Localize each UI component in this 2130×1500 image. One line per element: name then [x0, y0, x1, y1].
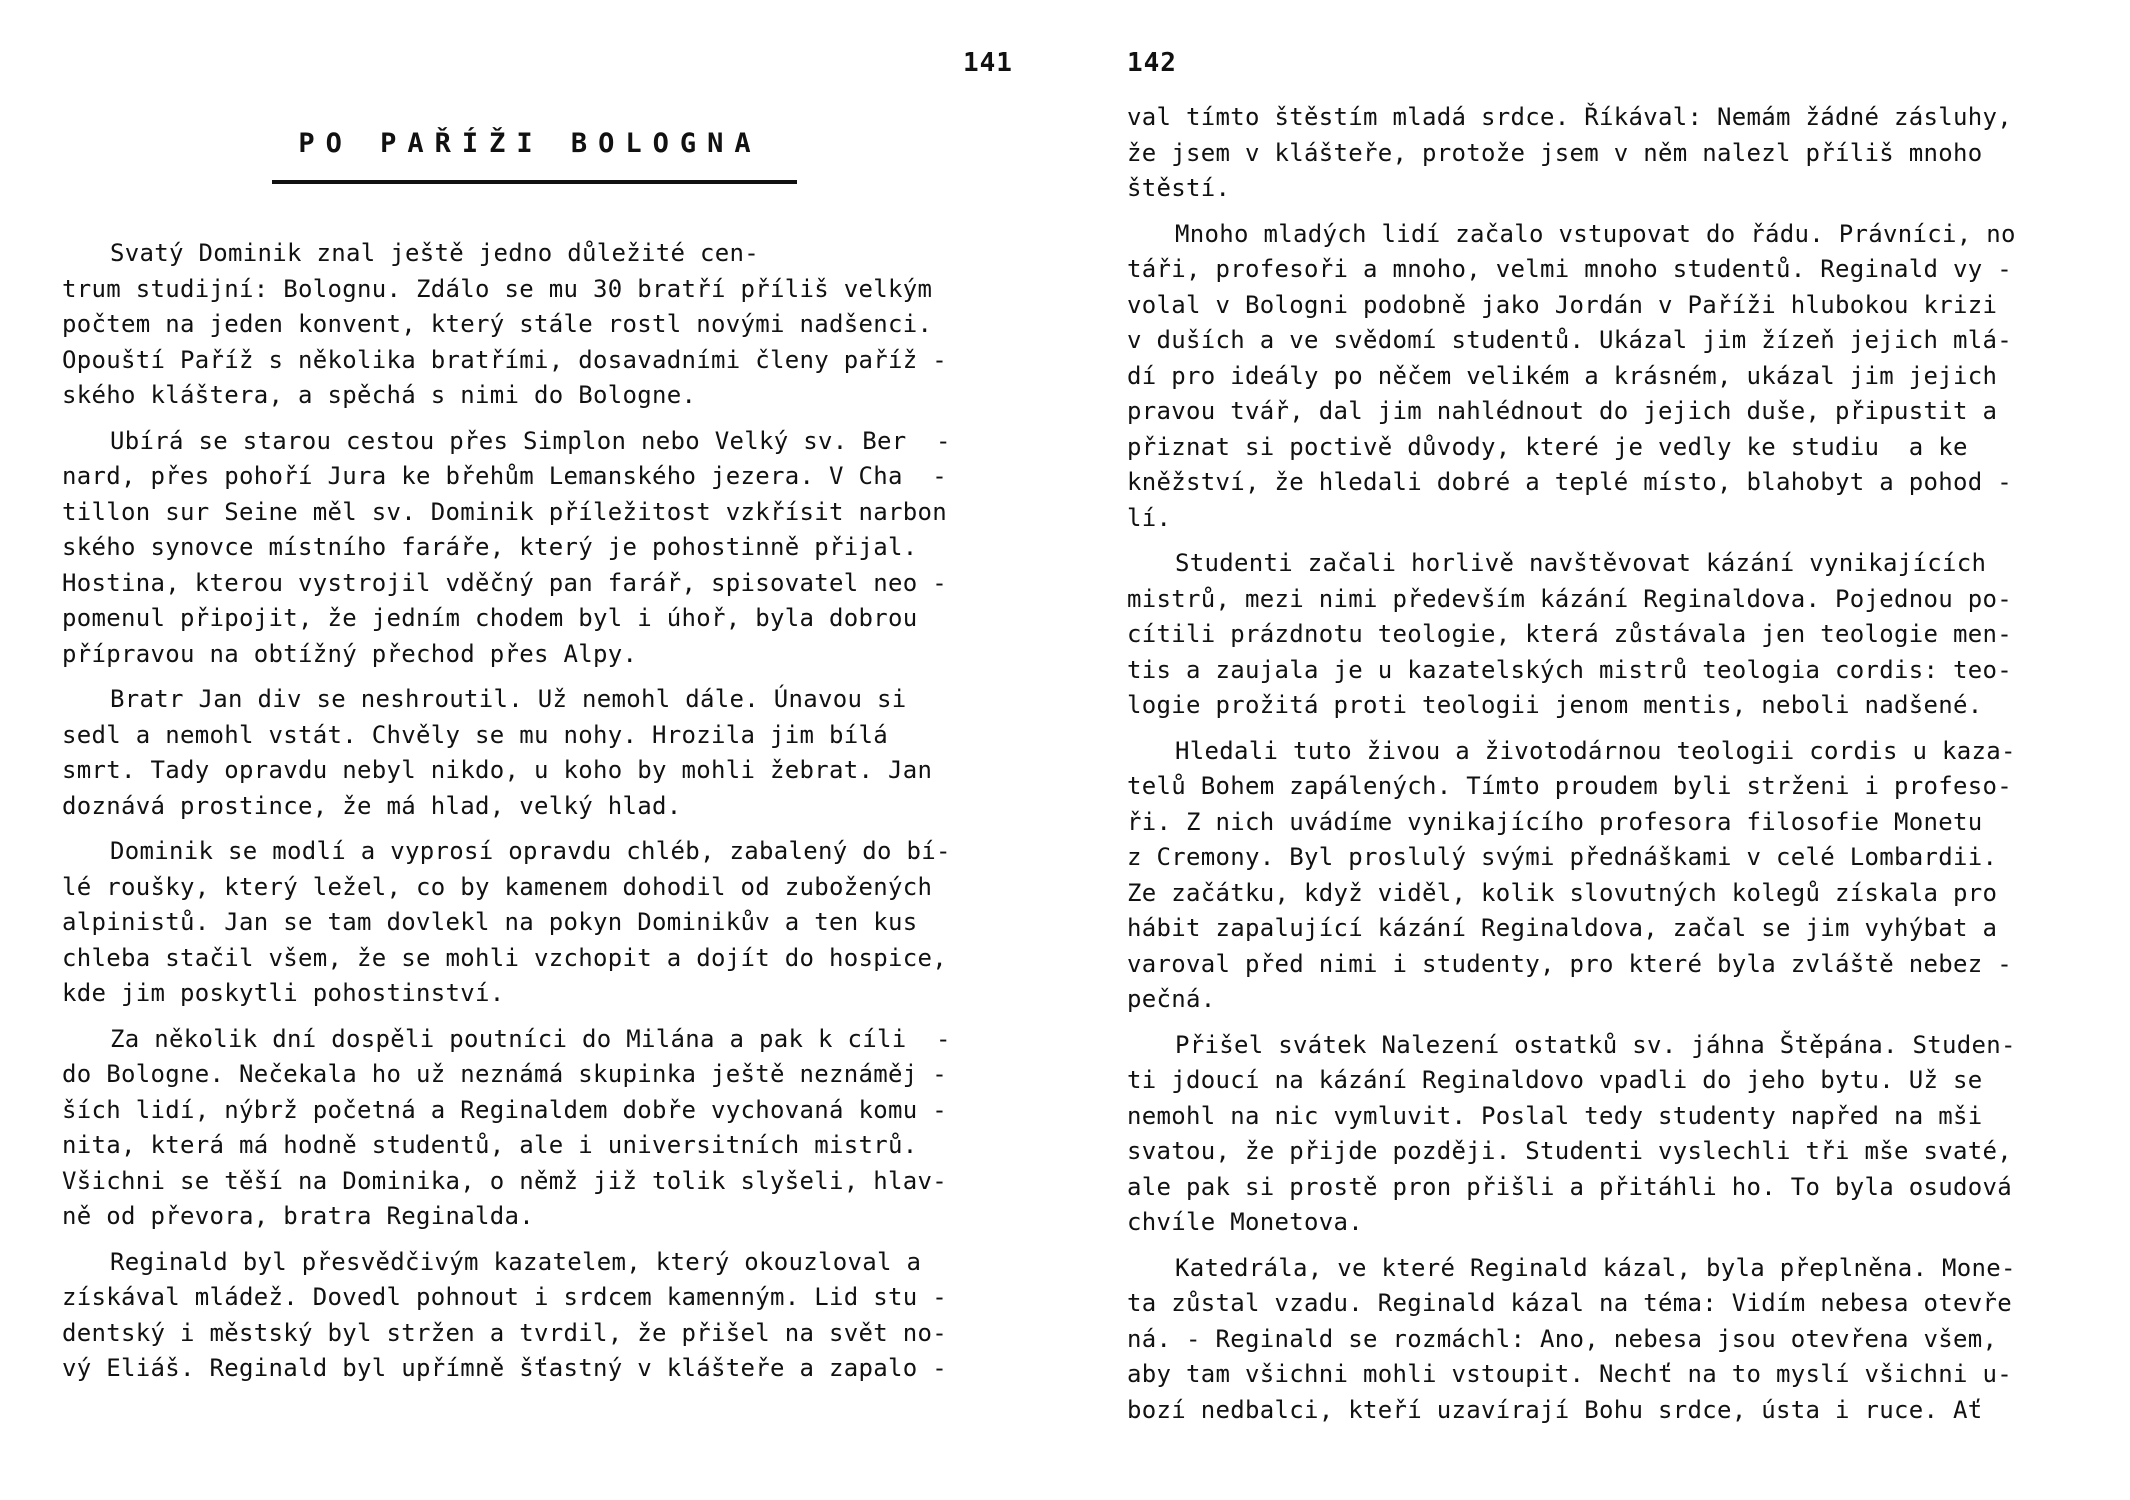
- text-line: do Bologne. Nečekala ho už neznámá skupinka ještě neznáměj -: [62, 1060, 947, 1088]
- text-line: smrt. Tady opravdu nebyl nikdo, u koho by mohli žebrat. Jan: [62, 756, 933, 784]
- text-line: Studenti začali horlivě navštěvovat kázání vynikajících: [1175, 549, 1987, 577]
- text-line: ského kláštera, a spěchá s nimi do Bologne.: [62, 381, 697, 409]
- text-line: Všichni se těší na Dominika, o němž již tolik slyšeli, hlav-: [62, 1166, 947, 1195]
- page-number: 141: [963, 48, 1013, 78]
- text-line: přípravou na obtížný přechod přes Alpy.: [62, 639, 638, 668]
- paragraph: [62, 834, 1022, 1012]
- text-line: Přišel svátek Nalezení ostatků sv. jáhna Štěpána. Studen-: [1175, 1030, 2016, 1059]
- text-line: cítili prázdnotu teologie, která zůstávala jen teologie men-: [1127, 620, 2012, 648]
- title-underline: [272, 180, 797, 184]
- text-line: Katedrála, ve které Reginald kázal, byla přeplněna. Mone-: [1175, 1253, 2016, 1282]
- text-line: Hledali tuto živou a životodárnou teologii cordis u kaza-: [1175, 736, 2016, 765]
- text-line: v duších a ve svědomí studentů. Ukázal jim žízeň jejich mlá-: [1127, 326, 2012, 354]
- text-line: mistrů, mezi nimi především kázání Reginaldova. Pojednou po-: [1127, 584, 2012, 613]
- text-line: Ze začátku, když viděl, kolik slovutných kolegů získala pro: [1127, 878, 1998, 907]
- text-line: že jsem v klášteře, protože jsem v něm nalezl příliš mnoho: [1127, 138, 1983, 167]
- text-line: ších lidí, nýbrž početná a Reginaldem dobře vychovaná komu -: [62, 1095, 947, 1124]
- paragraph: [62, 424, 1022, 673]
- text-line: pomenul připojit, že jedním chodem byl i úhoř, byla dobrou: [62, 604, 918, 632]
- paragraph: [1127, 1028, 2087, 1241]
- paragraph: [1127, 100, 2087, 207]
- text-line: chvíle Monetova.: [1127, 1208, 1363, 1236]
- text-line: aby tam všichni mohli vstoupit. Nechť na to myslí všichni u-: [1127, 1360, 2012, 1388]
- text-line: ského synovce místního faráře, který je pohostinně přijal.: [62, 533, 918, 561]
- text-line: ale pak si prostě pron přišli a přitáhli ho. To byla osudová: [1127, 1172, 2012, 1201]
- text-line: ná. - Reginald se rozmáchl: Ano, nebesa jsou otevřena všem,: [1127, 1324, 1998, 1353]
- text-line: Reginald byl přesvědčivým kazatelem, který okouzloval a: [110, 1247, 922, 1276]
- text-line: Za několik dní dospěli poutníci do Milána a pak k cíli -: [110, 1024, 951, 1053]
- text-line: Dominik se modlí a vyprosí opravdu chléb, zabalený do bí-: [110, 837, 951, 865]
- paragraph: [1127, 1251, 2087, 1429]
- text-line: trum studijní: Bolognu. Zdálo se mu 30 bratří příliš velkým: [62, 274, 933, 303]
- paragraph: [1127, 734, 2087, 1018]
- text-line: svatou, že přijde později. Studenti vyslechli tři mše svaté,: [1127, 1137, 2012, 1165]
- left-text-column: [62, 236, 1022, 1397]
- text-line: přiznat si poctivě důvody, které je vedly ke studiu a ke: [1127, 432, 1968, 461]
- text-line: nard, přes pohoří Jura ke břehům Lemanského jezera. V Cha -: [62, 462, 947, 490]
- text-line: pravou tvář, dal jim nahlédnout do jejich duše, připustit a: [1127, 397, 1998, 425]
- text-line: dí pro ideály po něčem velikém a krásném, ukázal jim jejich: [1127, 361, 1998, 390]
- text-line: chleba stačil všem, že se mohli vzchopit a dojít do hospice,: [62, 943, 947, 972]
- text-line: Hostina, kterou vystrojil vděčný pan farář, spisovatel neo -: [62, 568, 947, 597]
- text-line: pečná.: [1127, 985, 1216, 1013]
- paragraph: [62, 682, 1022, 824]
- paragraph: [62, 1022, 1022, 1235]
- text-line: kněžství, že hledali dobré a teplé místo, blahobyt a pohod -: [1127, 468, 2012, 496]
- text-line: počtem na jeden konvent, který stále rostl novými nadšenci.: [62, 310, 933, 338]
- right-text-column: [1127, 100, 2087, 1438]
- text-line: vý Eliáš. Reginald byl upřímně šťastný v klášteře a zapalo -: [62, 1354, 947, 1382]
- text-line: sedl a nemohl vstát. Chvěly se mu nohy. Hrozila jim bílá: [62, 720, 888, 749]
- paragraph: [62, 1245, 1022, 1387]
- text-line: alpinistů. Jan se tam dovlekl na pokyn Dominikův a ten kus: [62, 908, 918, 936]
- text-line: telů Bohem zapálených. Tímto proudem byli strženi i profeso-: [1127, 772, 2012, 800]
- text-line: lé roušky, který ležel, co by kamenem dohodil od zubožených: [62, 872, 933, 901]
- text-line: Svatý Dominik znal ještě jedno důležité cen-: [110, 239, 759, 267]
- text-line: štěstí.: [1127, 174, 1231, 202]
- paragraph: [62, 236, 1022, 414]
- text-line: varoval před nimi i studenty, pro které byla zvláště nebez -: [1127, 949, 2012, 978]
- text-line: kde jim poskytli pohostinství.: [62, 979, 505, 1007]
- text-line: nita, která má hodně studentů, ale i universitních mistrů.: [62, 1131, 918, 1159]
- page-number: 142: [1127, 48, 1177, 78]
- text-line: Bratr Jan div se neshroutil. Už nemohl dále. Únavou si: [110, 685, 907, 713]
- text-line: ti jdoucí na kázání Reginaldovo vpadli do jeho bytu. Už se: [1127, 1066, 1983, 1094]
- text-line: Mnoho mladých lidí začalo vstupovat do řádu. Právníci, no: [1175, 219, 2016, 248]
- right-page: [1065, 0, 2130, 1500]
- text-line: bozí nedbalci, kteří uzavírají Bohu srdce, ústa i ruce. Ať: [1127, 1395, 1983, 1424]
- text-line: z Cremony. Byl proslulý svými přednáškami v celé Lombardii.: [1127, 843, 1998, 871]
- text-line: získával mládež. Dovedl pohnout i srdcem kamenným. Lid stu -: [62, 1283, 947, 1311]
- text-line: ři. Z nich uvádíme vynikajícího profesora filosofie Monetu: [1127, 807, 1983, 836]
- text-line: tillon sur Seine měl sv. Dominik příležitost vzkřísit narbon: [62, 497, 947, 526]
- text-line: ta zůstal vzadu. Reginald kázal na téma: Vidím nebesa otevře: [1127, 1289, 2012, 1317]
- text-line: tis a zaujala je u kazatelských mistrů teologia cordis: teo-: [1127, 655, 2012, 684]
- chapter-title: PO PAŘÍŽI BOLOGNA: [298, 128, 762, 159]
- text-line: hábit zapalující kázání Reginaldova, začal se jim vyhýbat a: [1127, 914, 1998, 942]
- paragraph: [1127, 546, 2087, 724]
- text-line: ně od převora, bratra Reginalda.: [62, 1202, 534, 1230]
- text-line: doznává prostince, že má hlad, velký hlad.: [62, 791, 682, 820]
- text-line: lí.: [1127, 503, 1172, 532]
- paragraph: [1127, 217, 2087, 537]
- text-line: Opouští Paříž s několika bratřími, dosavadními členy paříž -: [62, 345, 947, 374]
- text-line: logie prožitá proti teologii jenom mentis, neboli nadšené.: [1127, 691, 1983, 719]
- text-line: nemohl na nic vymluvit. Poslal tedy studenty napřed na mši: [1127, 1101, 1983, 1130]
- text-line: Ubírá se starou cestou přes Simplon nebo Velký sv. Ber -: [110, 426, 951, 455]
- text-line: dentský i městský byl stržen a tvrdil, že přišel na svět no-: [62, 1318, 947, 1347]
- text-line: táři, profesoři a mnoho, velmi mnoho studentů. Reginald vy -: [1127, 255, 2012, 283]
- text-line: val tímto štěstím mladá srdce. Říkával: Nemám žádné zásluhy,: [1127, 103, 2012, 131]
- text-line: volal v Bologni podobně jako Jordán v Paříži hlubokou krizi: [1127, 290, 1998, 319]
